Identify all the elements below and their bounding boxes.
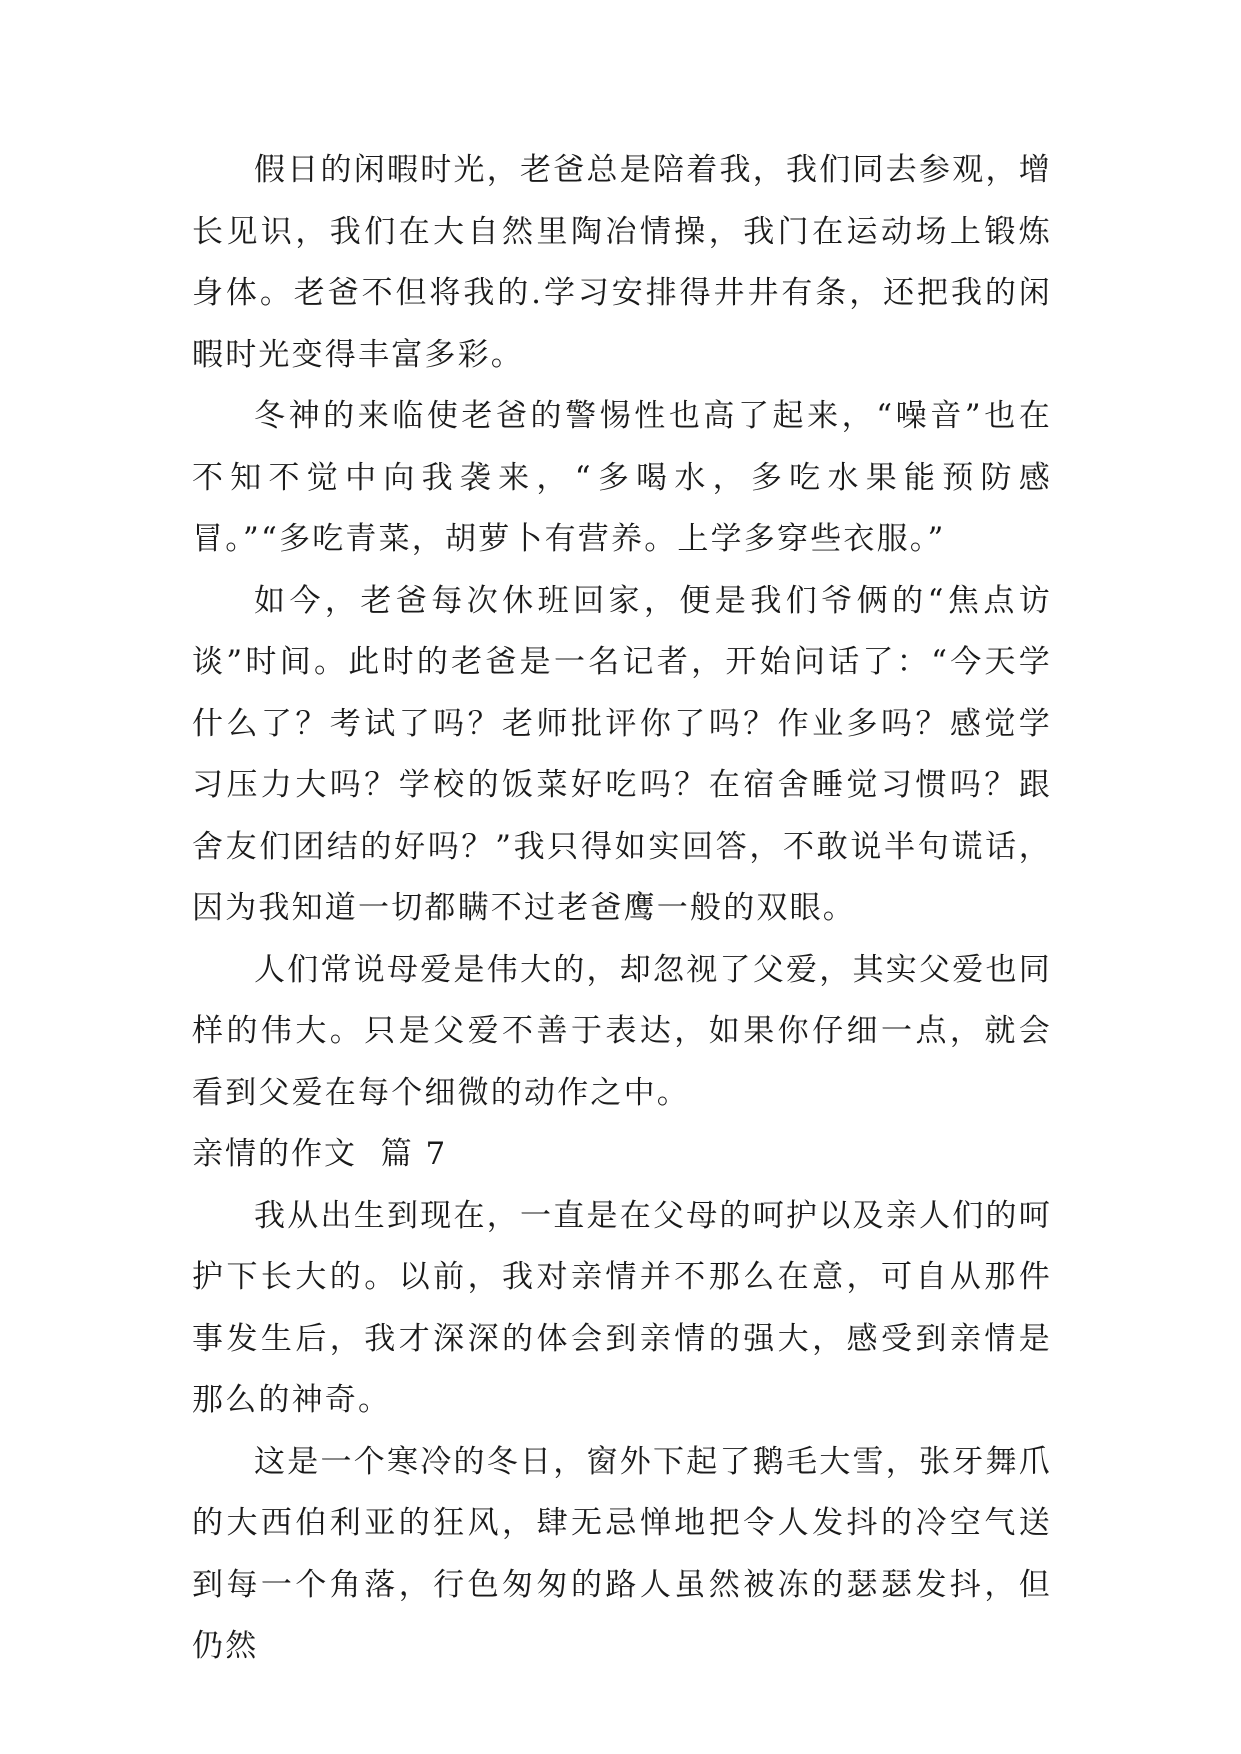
paragraph: 人们常说母爱是伟大的，却忽视了父爱，其实父爱也同样的伟大。只是父爱不善于表达，如果你仔细一点，就会看到父爱在每个细微的动作之中。: [192, 951, 1052, 1111]
section-heading: 亲情的作文 篇 7: [192, 1136, 448, 1172]
document-page: [192, 140, 1052, 1678]
paragraph: 这是一个寒冷的冬日，窗外下起了鹅毛大雪，张牙舞爪的大西伯利亚的狂风，肆无忌惮地把令人发抖的冷空气送到每一个角落，行色匆匆的路人虽然被冻的瑟瑟发抖，但仍然: [192, 1443, 1052, 1664]
paragraph: 假日的闲暇时光，老爸总是陪着我，我们同去参观，增长见识，我们在大自然里陶冶情操，我门在运动场上锻炼身体。老爸不但将我的.学习安排得井井有条，还把我的闲暇时光变得丰富多彩。: [192, 152, 1052, 373]
paragraph: 我从出生到现在，一直是在父母的呵护以及亲人们的呵护下长大的。以前，我对亲情并不那么在意，可自从那件事发生后，我才深深的体会到亲情的强大，感受到亲情是那么的神奇。: [192, 1197, 1052, 1418]
paragraph: 如今，老爸每次休班回家，便是我们爷俩的“焦点访谈”时间。此时的老爸是一名记者，开始问话了：“今天学什么了？考试了吗？老师批评你了吗？作业多吗？感觉学习压力大吗？学校的饭菜好吃吗？在宿舍睡觉习惯吗？跟舍友们团结的好吗？”我只得如实回答，不敢说半句谎话，因为我知道一切都瞒不过老爸鹰一般的双眼。: [192, 582, 1052, 926]
paragraph: 冬神的来临使老爸的警惕性也高了起来，“噪音”也在不知不觉中向我袭来，“多喝水，多吃水果能预防感冒。”“多吃青菜，胡萝卜有营养。上学多穿些衣服。”: [192, 398, 1052, 557]
